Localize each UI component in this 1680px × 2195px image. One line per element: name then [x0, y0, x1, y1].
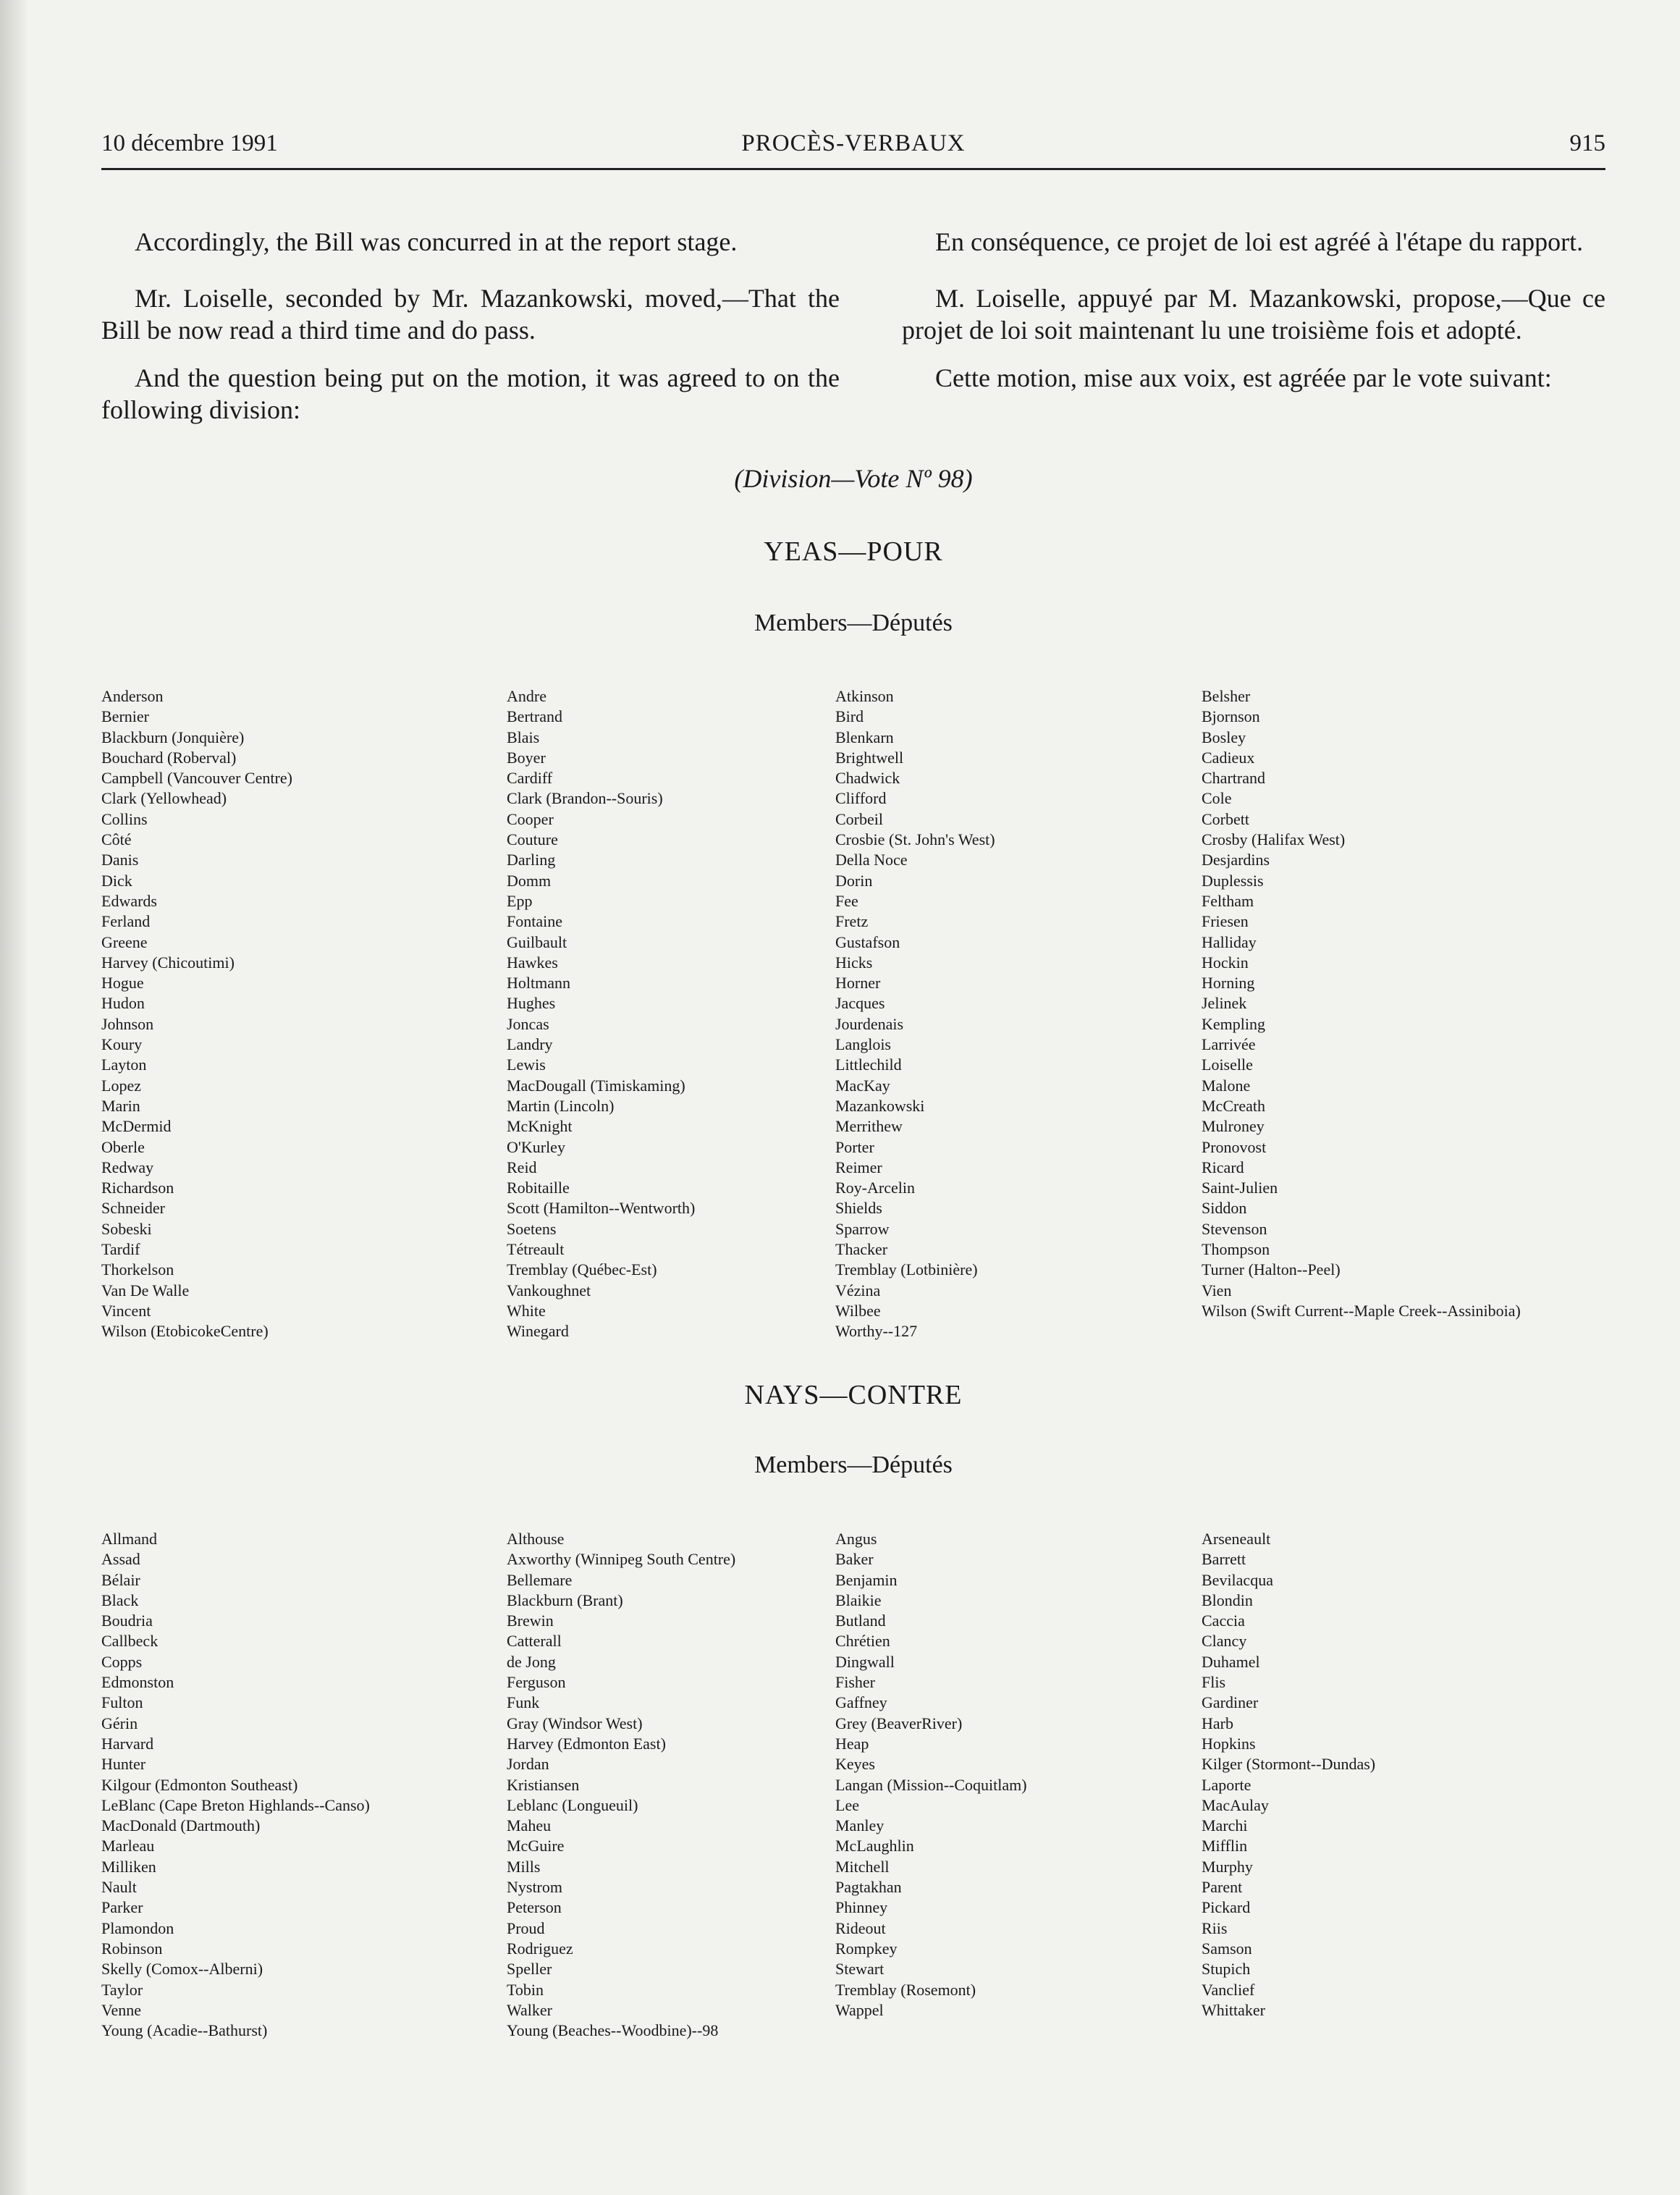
member-name: Joncas: [507, 1014, 549, 1033]
member-name: Jourdenais: [835, 1014, 904, 1033]
member-name: Baker: [835, 1550, 874, 1569]
member-name: Andre: [507, 687, 546, 705]
member-name: Samson: [1202, 1939, 1252, 1958]
member-name: Skelly (Comox--Alberni): [101, 1960, 263, 1979]
member-name: Anderson: [101, 687, 164, 705]
member-name: Tardif: [101, 1240, 140, 1259]
member-name: Siddon: [1202, 1199, 1247, 1218]
member-name: Landry: [507, 1035, 553, 1054]
member-name: Koury: [101, 1035, 143, 1054]
member-name: Mills: [507, 1857, 541, 1876]
member-name: Desjardins: [1202, 851, 1270, 869]
member-name: Pickard: [1202, 1898, 1251, 1917]
member-name: Kilger (Stormont--Dundas): [1202, 1755, 1376, 1774]
member-name: Harvey (Chicoutimi): [101, 953, 235, 972]
member-name: Shields: [835, 1199, 882, 1218]
member-name: Malone: [1202, 1076, 1251, 1095]
member-name: Harb: [1202, 1714, 1233, 1732]
member-name: Porter: [835, 1137, 874, 1156]
nays-subheading: Members—Députés: [754, 1452, 953, 1478]
member-name: Campbell (Vancouver Centre): [101, 769, 292, 788]
member-name: Marchi: [1202, 1816, 1248, 1835]
member-name: Manley: [835, 1816, 885, 1835]
member-name: Langlois: [835, 1035, 891, 1054]
member-name: Loiselle: [1202, 1056, 1253, 1074]
member-name: O'Kurley: [507, 1137, 565, 1156]
member-name: Wilbee: [835, 1301, 881, 1320]
member-name: Reimer: [835, 1158, 882, 1176]
member-name: Venne: [101, 2000, 141, 2019]
member-name: Mazankowski: [835, 1096, 925, 1115]
member-name: Roy-Arcelin: [835, 1179, 915, 1197]
member-name: Mulroney: [1202, 1117, 1265, 1136]
member-name: Wilson (EtobicokeCentre): [101, 1322, 269, 1341]
member-name: Duplessis: [1202, 871, 1264, 890]
member-name: Catterall: [507, 1632, 562, 1651]
member-name: Murphy: [1202, 1857, 1253, 1876]
member-name: Merrithew: [835, 1117, 903, 1136]
member-name: Thompson: [1202, 1240, 1270, 1259]
paragraph-en-1: Accordingly, the Bill was concurred in at the report stage.: [135, 227, 738, 256]
member-name: Ferguson: [507, 1673, 566, 1692]
member-name: Darling: [507, 851, 556, 869]
member-name: Hopkins: [1202, 1734, 1256, 1753]
member-name: Benjamin: [835, 1570, 898, 1589]
member-name: Wappel: [835, 2000, 884, 2019]
member-name: Clark (Yellowhead): [101, 789, 227, 808]
member-name: Redway: [101, 1158, 154, 1176]
member-name: Clancy: [1202, 1632, 1247, 1651]
member-name: Blenkarn: [835, 728, 894, 746]
member-name: Hunter: [101, 1755, 146, 1774]
member-name: Worthy--127: [835, 1322, 918, 1341]
member-name: Speller: [507, 1960, 552, 1979]
member-name: Robinson: [101, 1939, 163, 1958]
member-name: Milliken: [101, 1857, 156, 1876]
member-name: Thacker: [835, 1240, 888, 1259]
member-name: Assad: [101, 1550, 140, 1569]
member-name: Couture: [507, 830, 558, 849]
member-name: Phinney: [835, 1898, 888, 1917]
member-name: Rompkey: [835, 1939, 898, 1958]
member-name: Van De Walle: [101, 1281, 190, 1299]
member-name: MacKay: [835, 1076, 890, 1095]
member-name: Marleau: [101, 1837, 155, 1855]
member-name: Young (Beaches--Woodbine)--98: [507, 2021, 719, 2040]
member-name: Boyer: [507, 748, 546, 767]
member-name: McLaughlin: [835, 1837, 914, 1855]
member-name: Bird: [835, 707, 864, 726]
member-name: Hogue: [101, 974, 144, 993]
header-title: PROCÈS-VERBAUX: [741, 130, 966, 156]
member-name: Jelinek: [1202, 994, 1247, 1013]
division-vote-label: (Division—Vote Nº 98): [734, 464, 973, 493]
member-name: Holtmann: [507, 974, 570, 993]
member-name: Bélair: [101, 1570, 140, 1589]
member-name: Horning: [1202, 974, 1255, 993]
member-name: Langan (Mission--Coquitlam): [835, 1775, 1027, 1794]
member-name: Flis: [1202, 1673, 1226, 1692]
member-name: Atkinson: [835, 687, 894, 705]
member-name: Harvard: [101, 1734, 154, 1753]
yeas-heading: YEAS—POUR: [764, 536, 943, 567]
member-name: Crosby (Halifax West): [1202, 830, 1346, 849]
member-name: Sparrow: [835, 1219, 890, 1238]
member-name: Halliday: [1202, 932, 1257, 951]
member-name: Kilgour (Edmonton Southeast): [101, 1775, 298, 1794]
member-name: Bellemare: [507, 1570, 573, 1589]
member-name: Fee: [835, 891, 858, 910]
member-name: Epp: [507, 891, 533, 910]
member-name: Grey (BeaverRiver): [835, 1714, 963, 1732]
member-name: Dick: [101, 871, 132, 890]
member-name: Plamondon: [101, 1918, 174, 1937]
member-name: Barrett: [1202, 1550, 1246, 1569]
member-name: Sobeski: [101, 1219, 152, 1238]
member-name: Collins: [101, 809, 148, 828]
member-name: Crosbie (St. John's West): [835, 830, 995, 849]
member-name: Schneider: [101, 1199, 165, 1218]
member-name: Axworthy (Winnipeg South Centre): [507, 1550, 736, 1569]
member-name: Arseneault: [1202, 1530, 1271, 1548]
member-name: Clifford: [835, 789, 887, 808]
member-name: Layton: [101, 1056, 147, 1074]
member-name: Stewart: [835, 1960, 885, 1979]
paragraph-en-3: And the question being put on the motion, it was agreed to on the following division:: [101, 363, 840, 424]
member-name: Blondin: [1202, 1591, 1253, 1609]
member-name: Taylor: [101, 1980, 143, 1999]
member-name: Wilson (Swift Current--Maple Creek--Assiniboia): [1202, 1301, 1521, 1320]
paragraph-fr-2: M. Loiselle, appuyé par M. Mazankowski, propose,—Que ce projet de loi soit maintenant lu une troisième fois et adopté.: [902, 284, 1605, 345]
nays-column-3: [835, 1529, 1027, 2021]
member-name: Dingwall: [835, 1652, 895, 1671]
nays-column-4: [1202, 1529, 1375, 2021]
member-name: Laporte: [1202, 1775, 1251, 1794]
member-name: MacDonald (Dartmouth): [101, 1816, 261, 1835]
member-name: Pagtakhan: [835, 1878, 902, 1897]
member-name: MacDougall (Timiskaming): [507, 1076, 685, 1095]
yeas-column-2: [507, 686, 695, 1342]
member-name: Vanclief: [1202, 1980, 1255, 1999]
member-name: Gustafson: [835, 932, 900, 951]
member-name: Rideout: [835, 1918, 886, 1937]
member-name: Johnson: [101, 1014, 154, 1033]
member-name: Robitaille: [507, 1179, 570, 1197]
member-name: Nault: [101, 1878, 137, 1897]
paragraph-fr-3: Cette motion, mise aux voix, est agréée par le vote suivant:: [935, 363, 1552, 392]
member-name: Fretz: [835, 912, 869, 931]
member-name: Copps: [101, 1652, 143, 1671]
member-name: Tremblay (Rosemont): [835, 1980, 976, 1999]
member-name: Tremblay (Québec-Est): [507, 1260, 657, 1279]
member-name: Jacques: [835, 994, 885, 1013]
member-name: Tétreault: [507, 1240, 565, 1259]
member-name: Turner (Halton--Peel): [1202, 1260, 1341, 1279]
member-name: Edmonston: [101, 1673, 174, 1692]
member-name: Edwards: [101, 891, 157, 910]
member-name: Corbeil: [835, 809, 883, 828]
member-name: Mitchell: [835, 1857, 890, 1876]
member-name: Clark (Brandon--Souris): [507, 789, 663, 808]
yeas-column-1: [101, 686, 292, 1342]
yeas-column-3: [835, 686, 995, 1342]
nays-heading: NAYS—CONTRE: [744, 1380, 963, 1410]
member-name: Ricard: [1202, 1158, 1244, 1176]
member-name: Cardiff: [507, 769, 553, 788]
member-name: Scott (Hamilton--Wentworth): [507, 1199, 696, 1218]
member-name: Young (Acadie--Bathurst): [101, 2021, 268, 2040]
member-name: Cole: [1202, 789, 1232, 808]
member-name: Hockin: [1202, 953, 1249, 972]
member-name: Blackburn (Jonquière): [101, 728, 245, 746]
member-name: Saint-Julien: [1202, 1179, 1278, 1197]
member-name: Martin (Lincoln): [507, 1096, 615, 1115]
member-name: Bosley: [1202, 728, 1246, 746]
member-name: Allmand: [101, 1530, 157, 1548]
nays-column-2: [507, 1529, 735, 2041]
member-name: Fulton: [101, 1693, 143, 1712]
member-name: Harvey (Edmonton East): [507, 1734, 666, 1753]
member-name: Belsher: [1202, 687, 1251, 705]
member-name: Gardiner: [1202, 1693, 1259, 1712]
member-name: Bjornson: [1202, 707, 1260, 726]
member-name: Peterson: [507, 1898, 562, 1917]
member-name: Pronovost: [1202, 1137, 1267, 1156]
member-name: McDermid: [101, 1117, 172, 1136]
member-name: Fontaine: [507, 912, 562, 931]
member-name: Keyes: [835, 1755, 875, 1774]
page-number: 915: [1569, 130, 1605, 156]
member-name: Blais: [507, 728, 540, 746]
header-date: 10 décembre 1991: [101, 130, 278, 156]
member-name: Fisher: [835, 1673, 875, 1692]
member-name: Blackburn (Brant): [507, 1591, 623, 1609]
member-name: Maheu: [507, 1816, 552, 1835]
paragraph-en-2: Mr. Loiselle, seconded by Mr. Mazankowski, moved,—That the Bill be now read a third time and do pass.: [101, 284, 840, 345]
member-name: Marin: [101, 1096, 140, 1115]
member-name: Côté: [101, 830, 132, 849]
member-name: Gaffney: [835, 1693, 887, 1712]
page-header: [101, 130, 1605, 170]
member-name: Domm: [507, 871, 552, 890]
nays-column-1: [101, 1529, 370, 2041]
member-name: Reid: [507, 1158, 537, 1176]
member-name: Stevenson: [1202, 1219, 1267, 1238]
member-name: Guilbault: [507, 932, 567, 951]
member-name: Hicks: [835, 953, 873, 972]
member-name: Duhamel: [1202, 1652, 1260, 1671]
member-name: Tobin: [507, 1980, 544, 1999]
member-name: Lopez: [101, 1076, 141, 1095]
member-name: Bevilacqua: [1202, 1570, 1273, 1589]
member-name: McGuire: [507, 1837, 565, 1855]
member-name: Bouchard (Roberval): [101, 748, 237, 767]
member-name: Friesen: [1202, 912, 1249, 931]
member-name: Stupich: [1202, 1960, 1251, 1979]
member-name: de Jong: [507, 1652, 556, 1671]
member-name: McCreath: [1202, 1096, 1265, 1115]
member-name: Chartrand: [1202, 769, 1265, 788]
member-name: MacAulay: [1202, 1795, 1269, 1814]
member-name: Horner: [835, 974, 881, 993]
member-name: Vankoughnet: [507, 1281, 591, 1299]
member-name: Parent: [1202, 1878, 1243, 1897]
member-name: Callbeck: [101, 1632, 159, 1651]
member-name: Blaikie: [835, 1591, 882, 1609]
member-name: Chadwick: [835, 769, 900, 788]
yeas-subheading: Members—Députés: [754, 610, 953, 636]
member-name: Gérin: [101, 1714, 138, 1732]
member-name: Soetens: [507, 1219, 557, 1238]
member-name: Heap: [835, 1734, 869, 1753]
member-name: LeBlanc (Cape Breton Highlands--Canso): [101, 1795, 370, 1814]
member-name: Winegard: [507, 1322, 569, 1341]
member-name: Oberle: [101, 1137, 145, 1156]
member-name: Chrétien: [835, 1632, 890, 1651]
member-name: Black: [101, 1591, 139, 1609]
member-name: Greene: [101, 932, 148, 951]
member-name: Caccia: [1202, 1612, 1245, 1630]
member-name: Althouse: [507, 1530, 565, 1548]
member-name: Larrivée: [1202, 1035, 1256, 1054]
member-name: Kempling: [1202, 1014, 1265, 1033]
member-name: Corbett: [1202, 809, 1249, 828]
member-name: Cadieux: [1202, 748, 1255, 767]
member-name: Walker: [507, 2000, 552, 2019]
member-name: Proud: [507, 1918, 545, 1937]
member-name: White: [507, 1301, 546, 1320]
member-name: Danis: [101, 851, 139, 869]
member-name: Feltham: [1202, 891, 1254, 910]
yeas-column-4: [1202, 686, 1521, 1321]
member-name: Hudon: [101, 994, 145, 1013]
member-name: Jordan: [507, 1755, 549, 1774]
member-name: Nystrom: [507, 1878, 562, 1897]
member-name: Brightwell: [835, 748, 904, 767]
member-name: Della Noce: [835, 851, 908, 869]
member-name: Vézina: [835, 1281, 881, 1299]
paragraph-fr-1: En conséquence, ce projet de loi est agréé à l'étape du rapport.: [935, 227, 1584, 256]
member-name: Hawkes: [507, 953, 558, 972]
member-name: Vincent: [101, 1301, 151, 1320]
member-name: Riis: [1202, 1918, 1228, 1937]
member-name: Richardson: [101, 1179, 174, 1197]
page-binding-shadow: [0, 0, 29, 2195]
member-name: Leblanc (Longueuil): [507, 1795, 638, 1814]
member-name: McKnight: [507, 1117, 573, 1136]
member-name: Lee: [835, 1795, 859, 1814]
member-name: Butland: [835, 1612, 886, 1630]
member-name: Bertrand: [507, 707, 562, 726]
member-name: Littlechild: [835, 1056, 902, 1074]
member-name: Angus: [835, 1530, 877, 1548]
member-name: Rodriguez: [507, 1939, 573, 1958]
member-name: Tremblay (Lotbinière): [835, 1260, 978, 1279]
member-name: Funk: [507, 1693, 540, 1712]
member-name: Bernier: [101, 707, 149, 726]
member-name: Kristiansen: [507, 1775, 580, 1794]
member-name: Parker: [101, 1898, 143, 1917]
member-name: Gray (Windsor West): [507, 1714, 643, 1732]
member-name: Cooper: [507, 809, 554, 828]
member-name: Whittaker: [1202, 2000, 1265, 2019]
member-name: Ferland: [101, 912, 151, 931]
member-name: Vien: [1202, 1281, 1232, 1299]
member-name: Brewin: [507, 1612, 554, 1630]
member-name: Thorkelson: [101, 1260, 174, 1279]
member-name: Boudria: [101, 1612, 153, 1630]
member-name: Mifflin: [1202, 1837, 1248, 1855]
member-name: Lewis: [507, 1056, 546, 1074]
member-name: Dorin: [835, 871, 873, 890]
member-name: Hughes: [507, 994, 556, 1013]
